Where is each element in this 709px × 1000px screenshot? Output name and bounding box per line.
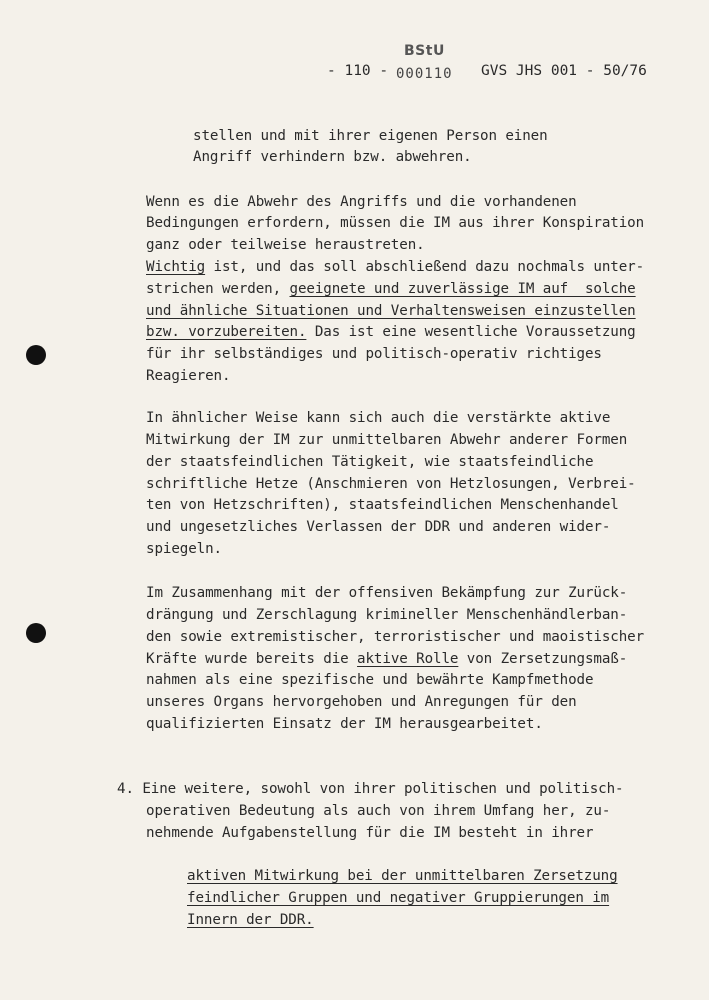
- text-line: bzw. vorzubereiten. Das ist eine wesentliche Voraussetzung: [146, 324, 636, 340]
- underlined-text: feindlicher Gruppen und negativer Gruppierungen im: [187, 890, 610, 906]
- text-line: der staatsfeindlichen Tätigkeit, wie staatsfeindliche: [146, 454, 594, 470]
- text-line: [187, 867, 618, 885]
- text-line: nehmende Aufgabenstellung für die IM besteht in ihrer: [146, 825, 594, 841]
- archive-stamp-label: BStU: [404, 43, 445, 59]
- text-line: Angriff verhindern bzw. abwehren.: [193, 149, 472, 165]
- underlined-text: bzw. vorzubereiten.: [146, 324, 307, 340]
- text-line: ganz oder teilweise heraustreten.: [146, 237, 425, 253]
- text-line: In ähnlicher Weise kann sich auch die verstärkte aktive: [146, 410, 611, 426]
- underlined-text: und ähnliche Situationen und Verhaltensweisen einzustellen: [146, 303, 636, 319]
- text-line: schriftliche Hetze (Anschmieren von Hetzlosungen, Verbrei-: [146, 476, 636, 492]
- text-line: strichen werden, geeignete und zuverlässige IM auf solche: [146, 281, 636, 297]
- punch-hole-upper: [26, 345, 46, 365]
- text-line: Mitwirkung der IM zur unmittelbaren Abwehr anderer Formen: [146, 432, 628, 448]
- text-line: den sowie extremistischer, terroristischer und maoistischer: [146, 629, 645, 645]
- text-line: Wichtig ist, und das soll abschließend dazu nochmals unter-: [146, 259, 645, 275]
- underlined-text: Innern der DDR.: [187, 912, 314, 928]
- text-line: nahmen als eine spezifische und bewährte Kampfmethode: [146, 672, 594, 688]
- text-line: stellen und mit ihrer eigenen Person einen: [193, 128, 548, 144]
- text-line: Im Zusammenhang mit der offensiven Bekämpfung zur Zurück-: [146, 585, 628, 601]
- text-line: Kräfte wurde bereits die aktive Rolle von Zersetzungsmaß-: [146, 651, 628, 667]
- archive-stamp-number: 000110: [396, 66, 453, 82]
- text-line: [187, 889, 609, 907]
- text-line: Bedingungen erfordern, müssen die IM aus ihrer Konspiration: [146, 215, 645, 231]
- text-line: für ihr selbständiges und politisch-operativ richtiges: [146, 346, 602, 362]
- punch-hole-lower: [26, 623, 46, 643]
- text-line: drängung und Zerschlagung krimineller Menschenhändlerban-: [146, 607, 628, 623]
- text-line: Reagieren.: [146, 368, 231, 384]
- underlined-text: geeignete und zuverlässige IM auf solche: [289, 281, 636, 297]
- text-line: unseres Organs hervorgehoben und Anregungen für den: [146, 694, 577, 710]
- text-line: [187, 911, 314, 929]
- text-line: 4. Eine weitere, sowohl von ihrer politischen und politisch-: [117, 781, 624, 797]
- text-line: qualifizierten Einsatz der IM herausgearbeitet.: [146, 716, 543, 732]
- underlined-text: Wichtig: [146, 259, 206, 275]
- text-line: Wenn es die Abwehr des Angriffs und die vorhandenen: [146, 194, 577, 210]
- text-line: operativen Bedeutung als auch von ihrem Umfang her, zu-: [146, 803, 611, 819]
- document-reference: GVS JHS 001 - 50/76: [481, 63, 647, 79]
- text-line: spiegeln.: [146, 541, 222, 557]
- text-line: und ungesetzliches Verlassen der DDR und anderen wider-: [146, 519, 611, 535]
- text-line: [146, 302, 636, 320]
- underlined-text: aktive Rolle: [357, 651, 459, 667]
- text-line: ten von Hetzschriften), staatsfeindlichen Menschenhandel: [146, 497, 619, 513]
- underlined-text: aktiven Mitwirkung bei der unmittelbaren Zersetzung: [187, 868, 618, 884]
- page-number: - 110 -: [327, 63, 389, 79]
